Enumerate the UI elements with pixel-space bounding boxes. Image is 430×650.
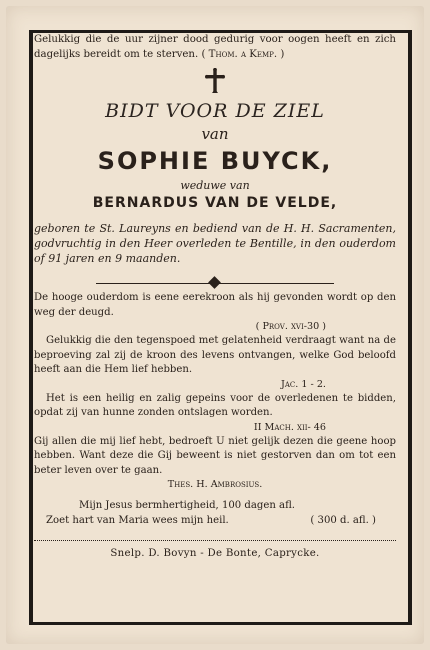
dotted-divider: [34, 540, 396, 541]
printer-credit: Snelp. D. Bovyn - De Bonte, Caprycke.: [110, 548, 320, 559]
quote-1-text: De hooge ouderdom is eene eerekroon als hij gevonden wordt op den weg der deugd.: [34, 292, 396, 318]
quote-1-cite: ( Prov. xvi-30 ): [255, 321, 326, 332]
quote-3-text: Het is een heilig en zalig gepeins voor de overledenen te bidden, opdat zij van hunne zonden ontslagen worden.: [34, 392, 396, 418]
quote-2-text: Gelukkig die den tegenspoed met gelatenheid verdraagt want na de beproeving zal zij de kroon des levens ontvangen, welke God beloofd heeft aan die Hem lief hebben.: [34, 335, 396, 375]
frame-bottom-border: [32, 622, 410, 625]
quote-3-cite: II Mach. xii- 46: [253, 421, 326, 433]
prayer-heading: BIDT VOOR DE ZIEL: [105, 100, 325, 122]
prayer-1-text: Mijn Jesus bermhertigheid, 100 dagen afl.: [79, 500, 296, 511]
biography: geboren te St. Laureyns en bediend van de H. H. Sacramenten, godvruchtig in den Heer overleden te Bentille, in den ouderdom of 91 jaren en 9 maanden.: [34, 222, 396, 265]
short-prayers: [34, 498, 396, 528]
prayer-1: [34, 498, 396, 513]
ornamental-divider: [34, 277, 396, 291]
widow-label: weduwe van: [180, 179, 250, 192]
epigraph-source: ( Thom. a Kemp. ): [201, 49, 285, 60]
frame-left-border: [29, 30, 33, 625]
quote-4-cite: Thes. H. Ambrosius.: [167, 479, 263, 490]
cross-icon: [205, 68, 225, 94]
prayer-2-indulgence: ( 300 d. afl. ): [310, 515, 376, 526]
epigraph-text: Gelukkig die de uur zijner dood gedurig voor oogen heeft en zich dagelijks bereidt om te sterven.: [34, 34, 396, 60]
epigraph: [34, 32, 396, 62]
husband-name: BERNARDUS VAN DE VELDE,: [92, 195, 338, 211]
deceased-name: SOPHIE BUYCK,: [97, 147, 333, 175]
quote-4-text: Gij allen die mij lief hebt, bedroeft U niet gelijk dezen die geene hoop hebben. Want deze die Gij beweent is niet gestorven dan om tot een beter leven over te gaan.: [34, 435, 396, 476]
quote-2-cite: Jac. 1 - 2.: [281, 378, 326, 390]
diamond-icon: [208, 276, 221, 289]
card-content: [34, 32, 396, 559]
frame-right-border: [408, 30, 412, 625]
prayer-2-text: Zoet hart van Maria wees mijn heil.: [46, 515, 229, 526]
van-label: van: [201, 125, 229, 143]
prayer-2: [34, 513, 396, 528]
